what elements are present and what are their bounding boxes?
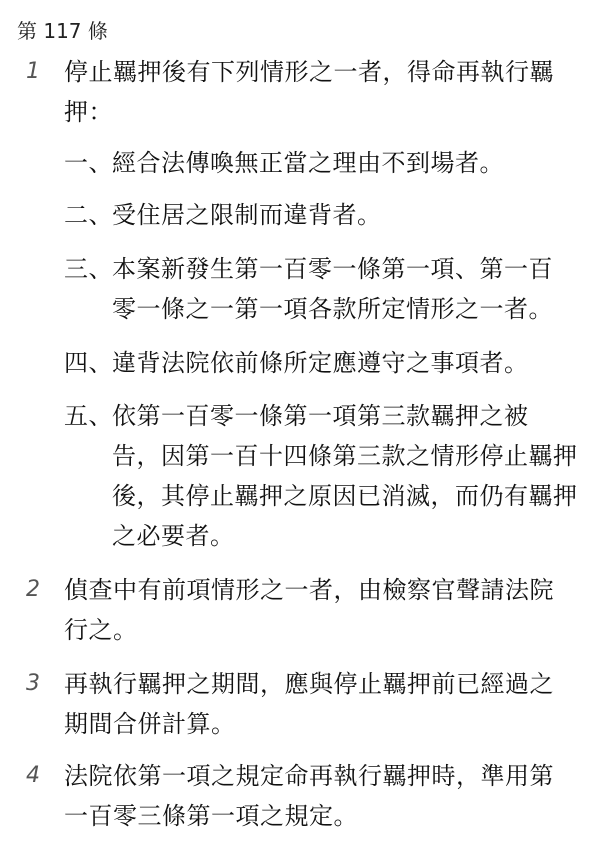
list-item-line: 後，其停止羈押之原因已消滅，而仍有羈押 xyxy=(112,482,578,510)
list-item-text xyxy=(112,195,592,235)
paragraph-line: 再執行羈押之期間，應與停止羈押前已經過之 xyxy=(64,670,554,698)
paragraph-line: 期間合併計算。 xyxy=(64,710,236,738)
paragraph-number: 1 xyxy=(26,59,40,84)
list-item-line: 受住居之限制而違背者。 xyxy=(112,201,382,229)
list-item-text xyxy=(112,396,592,556)
list-item-line: 本案新發生第一百零一條第一項、第一百 xyxy=(112,255,553,283)
list-item-marker: 一、 xyxy=(64,149,113,177)
paragraph-line: 停止羈押後有下列情形之一者，得命再執行羈 xyxy=(64,58,554,86)
list-item-line: 告，因第一百十四條第三款之情形停止羈押 xyxy=(112,442,578,470)
list-item-text xyxy=(112,143,592,183)
paragraph-line: 押： xyxy=(64,98,113,126)
list-item-line: 零一條之一第一項各款所定情形之一者。 xyxy=(112,295,553,323)
paragraph-number: 3 xyxy=(26,671,40,696)
list-item-marker: 三、 xyxy=(64,255,113,283)
paragraph-text xyxy=(64,756,574,836)
list-item-text xyxy=(112,343,592,383)
list-item-line: 違背法院依前條所定應遵守之事項者。 xyxy=(112,349,529,377)
paragraph-line: 偵查中有前項情形之一者，由檢察官聲請法院 xyxy=(64,576,554,604)
list-item-marker: 二、 xyxy=(64,201,113,229)
list-item-marker: 四、 xyxy=(64,349,113,377)
article-title: 第 117 條 xyxy=(17,19,108,43)
paragraph-text xyxy=(64,664,574,744)
paragraph-text xyxy=(64,570,574,650)
paragraph-line: 法院依第一項之規定命再執行羈押時，準用第 xyxy=(64,762,554,790)
paragraph-number: 2 xyxy=(26,577,40,602)
list-item-line: 依第一百零一條第一項第三款羈押之被 xyxy=(112,402,529,430)
list-item-text xyxy=(112,249,592,329)
list-item-line: 經合法傳喚無正當之理由不到場者。 xyxy=(112,149,504,177)
list-item-marker: 五、 xyxy=(64,402,113,430)
paragraph-line: 行之。 xyxy=(64,616,138,644)
paragraph-number: 4 xyxy=(26,763,40,788)
paragraph-text xyxy=(64,52,574,132)
paragraph-line: 一百零三條第一項之規定。 xyxy=(64,802,358,830)
list-item-line: 之必要者。 xyxy=(112,522,235,550)
